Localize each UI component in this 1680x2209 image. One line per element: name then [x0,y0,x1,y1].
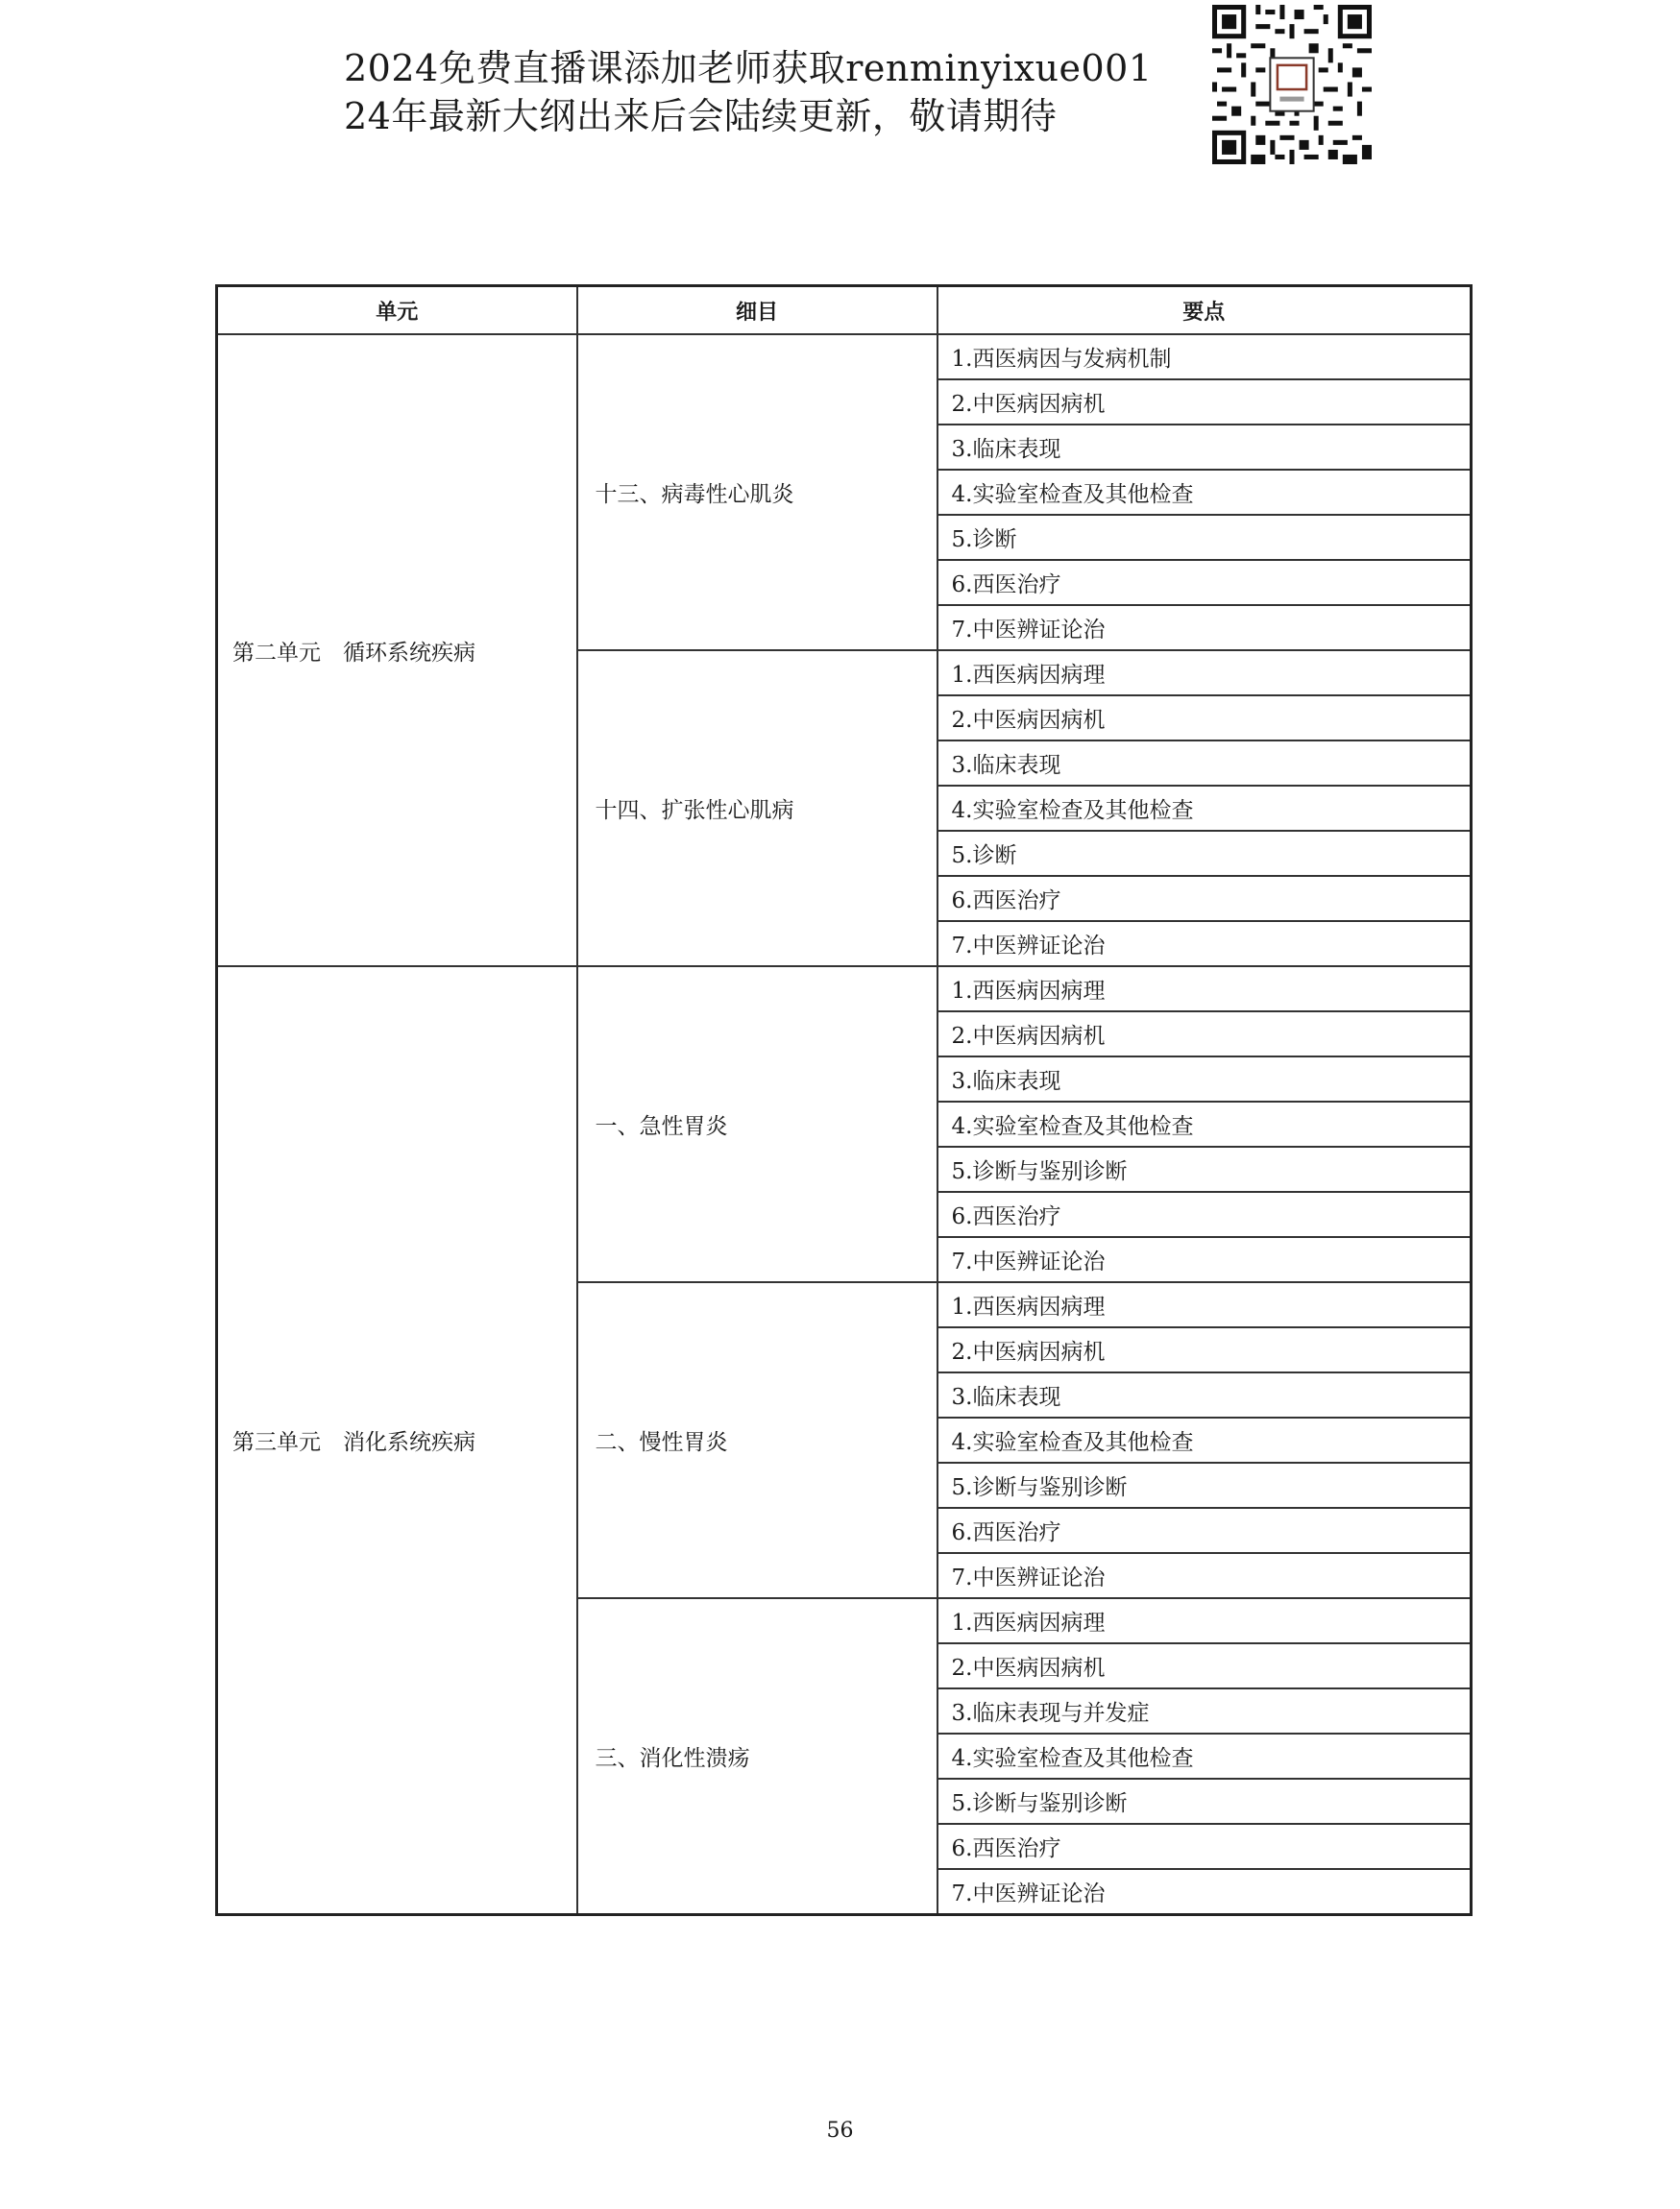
point-cell: 5.诊断与鉴别诊断 [937,1463,1472,1508]
table-body [217,334,1472,1915]
point-cell: 4.实验室检查及其他检查 [937,470,1472,515]
qr-code-icon [1212,5,1372,164]
page-number: 56 [826,2119,854,2143]
header-line-1: 2024免费直播课添加老师获取renminyixue001 [344,47,1153,89]
point-cell: 2.中医病因病机 [937,695,1472,740]
table-header-row [217,286,1472,335]
point-cell: 3.临床表现 [937,1056,1472,1102]
unit-cell: 第三单元 消化系统疾病 [217,966,577,1915]
point-cell: 2.中医病因病机 [937,1327,1472,1372]
point-cell: 2.中医病因病机 [937,379,1472,425]
point-cell: 7.中医辨证论治 [937,921,1472,966]
point-cell: 1.西医病因病理 [937,1282,1472,1327]
point-cell: 2.中医病因病机 [937,1643,1472,1688]
point-cell: 6.西医治疗 [937,560,1472,605]
point-cell: 2.中医病因病机 [937,1011,1472,1056]
column-header-subject: 细目 [577,286,937,335]
point-cell: 4.实验室检查及其他检查 [937,1418,1472,1463]
point-cell: 7.中医辨证论治 [937,605,1472,650]
point-cell: 1.西医病因与发病机制 [937,334,1472,379]
point-cell: 1.西医病因病理 [937,966,1472,1011]
point-cell: 4.实验室检查及其他检查 [937,1734,1472,1779]
point-cell: 7.中医辨证论治 [937,1553,1472,1598]
subject-cell: 三、消化性溃疡 [577,1598,937,1915]
unit-cell: 第二单元 循环系统疾病 [217,334,577,966]
point-cell: 5.诊断 [937,515,1472,560]
header-line-2: 24年最新大纲出来后会陆续更新，敬请期待 [344,95,1058,137]
subject-cell: 十四、扩张性心肌病 [577,650,937,966]
exam-outline-table [215,284,1473,1916]
column-header-points: 要点 [937,286,1472,335]
point-cell: 7.中医辨证论治 [937,1237,1472,1282]
column-header-unit: 单元 [217,286,577,335]
point-cell: 5.诊断 [937,831,1472,876]
point-cell: 6.西医治疗 [937,1508,1472,1553]
table-row [217,334,1472,379]
subject-cell: 二、慢性胃炎 [577,1282,937,1598]
point-cell: 6.西医治疗 [937,1192,1472,1237]
point-cell: 6.西医治疗 [937,1824,1472,1869]
point-cell: 5.诊断与鉴别诊断 [937,1147,1472,1192]
point-cell: 3.临床表现 [937,740,1472,786]
point-cell: 3.临床表现与并发症 [937,1688,1472,1734]
point-cell: 6.西医治疗 [937,876,1472,921]
point-cell: 1.西医病因病理 [937,650,1472,695]
point-cell: 1.西医病因病理 [937,1598,1472,1643]
subject-cell: 一、急性胃炎 [577,966,937,1282]
table-row [217,966,1472,1011]
point-cell: 4.实验室检查及其他检查 [937,786,1472,831]
subject-cell: 十三、病毒性心肌炎 [577,334,937,650]
point-cell: 3.临床表现 [937,425,1472,470]
page-header [344,44,1208,140]
point-cell: 7.中医辨证论治 [937,1869,1472,1915]
point-cell: 4.实验室检查及其他检查 [937,1102,1472,1147]
point-cell: 3.临床表现 [937,1372,1472,1418]
point-cell: 5.诊断与鉴别诊断 [937,1779,1472,1824]
